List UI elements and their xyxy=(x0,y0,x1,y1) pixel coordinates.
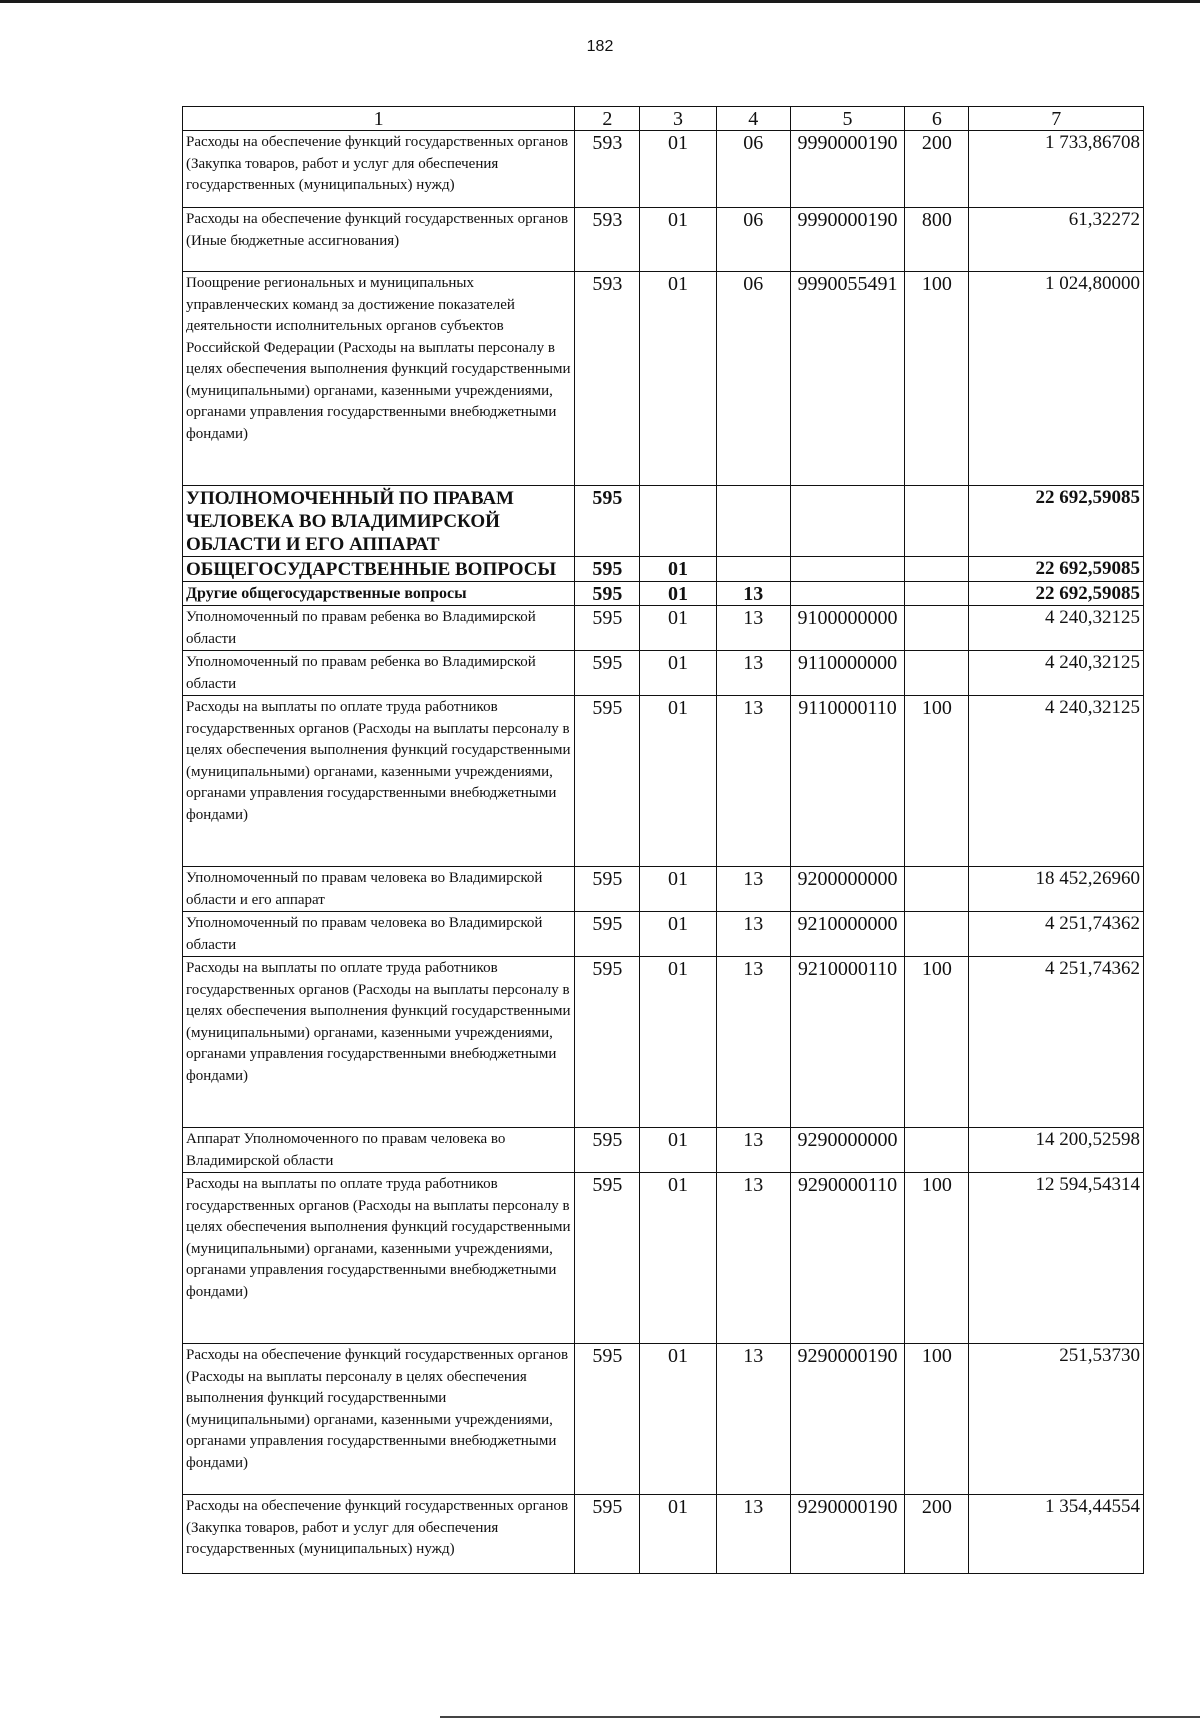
row-rz-cell: 01 xyxy=(640,582,716,606)
row-rz-cell: 01 xyxy=(640,272,716,486)
row-rz-cell: 01 xyxy=(640,131,716,208)
row-sum-cell: 18 452,26960 xyxy=(969,867,1144,912)
row-csr-cell xyxy=(790,486,904,557)
row-pr-cell: 13 xyxy=(716,957,790,1128)
row-vr-cell: 100 xyxy=(905,272,969,486)
row-sum-cell: 251,53730 xyxy=(969,1344,1144,1495)
row-sum-cell: 14 200,52598 xyxy=(969,1128,1144,1173)
row-csr-cell xyxy=(790,582,904,606)
row-ved-cell: 595 xyxy=(575,606,640,651)
row-csr-cell: 9990000190 xyxy=(790,131,904,208)
table-row xyxy=(183,1173,1144,1344)
row-rz-cell: 01 xyxy=(640,1495,716,1574)
column-header: 2 xyxy=(575,107,640,131)
row-vr-cell: 100 xyxy=(905,1173,969,1344)
row-csr-cell xyxy=(790,557,904,582)
row-ved-cell: 593 xyxy=(575,272,640,486)
row-name-cell: Расходы на обеспечение функций государственных органов (Иные бюджетные ассигнования) xyxy=(183,208,575,272)
row-pr-cell: 13 xyxy=(716,912,790,957)
table-row xyxy=(183,867,1144,912)
row-sum-cell: 1 024,80000 xyxy=(969,272,1144,486)
row-csr-cell: 9200000000 xyxy=(790,867,904,912)
column-header: 1 xyxy=(183,107,575,131)
row-sum-cell: 22 692,59085 xyxy=(969,582,1144,606)
table-row xyxy=(183,1344,1144,1495)
row-csr-cell: 9210000110 xyxy=(790,957,904,1128)
row-pr-cell: 13 xyxy=(716,696,790,867)
row-csr-cell: 9290000190 xyxy=(790,1495,904,1574)
row-vr-cell xyxy=(905,557,969,582)
row-name-cell: Расходы на обеспечение функций государственных органов (Закупка товаров, работ и услуг для обеспечения государственных (муниципальных) нужд) xyxy=(183,131,575,208)
row-vr-cell: 100 xyxy=(905,696,969,867)
row-ved-cell: 595 xyxy=(575,1344,640,1495)
row-ved-cell: 595 xyxy=(575,957,640,1128)
row-name-cell: УПОЛНОМОЧЕННЫЙ ПО ПРАВАМ ЧЕЛОВЕКА ВО ВЛАДИМИРСКОЙ ОБЛАСТИ И ЕГО АППАРАТ xyxy=(183,486,575,557)
column-header: 7 xyxy=(969,107,1144,131)
row-rz-cell: 01 xyxy=(640,1344,716,1495)
row-name-cell: Расходы на выплаты по оплате труда работников государственных органов (Расходы на выплаты персоналу в целях обеспечения выполнения функций государственными (муниципальными) органами, казенными учреждениями, органами управления государственными внебюджетными фондами) xyxy=(183,696,575,867)
table-row xyxy=(183,208,1144,272)
row-rz-cell: 01 xyxy=(640,606,716,651)
row-pr-cell: 13 xyxy=(716,582,790,606)
budget-table xyxy=(182,106,1144,1574)
table-header-row xyxy=(183,107,1144,131)
table-row xyxy=(183,486,1144,557)
row-name-cell: Другие общегосударственные вопросы xyxy=(183,582,575,606)
table-row xyxy=(183,912,1144,957)
column-header: 4 xyxy=(716,107,790,131)
row-name-cell: Расходы на обеспечение функций государственных органов (Закупка товаров, работ и услуг для обеспечения государственных (муниципальных) нужд) xyxy=(183,1495,575,1574)
row-name-cell: Расходы на выплаты по оплате труда работников государственных органов (Расходы на выплаты персоналу в целях обеспечения выполнения функций государственными (муниципальными) органами, казенными учреждениями, органами управления государственными внебюджетными фондами) xyxy=(183,957,575,1128)
row-ved-cell: 595 xyxy=(575,1128,640,1173)
row-sum-cell: 1 733,86708 xyxy=(969,131,1144,208)
row-pr-cell: 13 xyxy=(716,1128,790,1173)
row-pr-cell: 06 xyxy=(716,208,790,272)
row-rz-cell: 01 xyxy=(640,957,716,1128)
table-row xyxy=(183,651,1144,696)
row-sum-cell: 22 692,59085 xyxy=(969,486,1144,557)
column-header: 6 xyxy=(905,107,969,131)
row-ved-cell: 595 xyxy=(575,486,640,557)
row-pr-cell: 13 xyxy=(716,651,790,696)
row-rz-cell: 01 xyxy=(640,1128,716,1173)
row-sum-cell: 4 251,74362 xyxy=(969,957,1144,1128)
row-sum-cell: 61,32272 xyxy=(969,208,1144,272)
row-name-cell: Уполномоченный по правам ребенка во Владимирской области xyxy=(183,606,575,651)
row-rz-cell: 01 xyxy=(640,912,716,957)
table-row xyxy=(183,1495,1144,1574)
row-name-cell: ОБЩЕГОСУДАРСТВЕННЫЕ ВОПРОСЫ xyxy=(183,557,575,582)
row-vr-cell xyxy=(905,867,969,912)
table-row xyxy=(183,696,1144,867)
row-csr-cell: 9110000110 xyxy=(790,696,904,867)
row-name-cell: Уполномоченный по правам человека во Владимирской области xyxy=(183,912,575,957)
scan-edge-bottom xyxy=(440,1716,1200,1718)
row-ved-cell: 595 xyxy=(575,651,640,696)
table-row xyxy=(183,131,1144,208)
scan-edge-top xyxy=(0,0,1200,3)
row-csr-cell: 9290000000 xyxy=(790,1128,904,1173)
row-pr-cell: 13 xyxy=(716,1173,790,1344)
row-sum-cell: 4 240,32125 xyxy=(969,651,1144,696)
row-vr-cell: 200 xyxy=(905,1495,969,1574)
column-header: 5 xyxy=(790,107,904,131)
row-ved-cell: 593 xyxy=(575,131,640,208)
row-vr-cell xyxy=(905,486,969,557)
row-rz-cell: 01 xyxy=(640,1173,716,1344)
row-csr-cell: 9110000000 xyxy=(790,651,904,696)
row-name-cell: Уполномоченный по правам человека во Владимирской области и его аппарат xyxy=(183,867,575,912)
table-row xyxy=(183,272,1144,486)
row-vr-cell: 100 xyxy=(905,1344,969,1495)
row-rz-cell: 01 xyxy=(640,208,716,272)
row-ved-cell: 593 xyxy=(575,208,640,272)
row-csr-cell: 9100000000 xyxy=(790,606,904,651)
row-sum-cell: 12 594,54314 xyxy=(969,1173,1144,1344)
row-ved-cell: 595 xyxy=(575,1495,640,1574)
row-csr-cell: 9990055491 xyxy=(790,272,904,486)
row-pr-cell: 13 xyxy=(716,606,790,651)
row-csr-cell: 9290000190 xyxy=(790,1344,904,1495)
page-number: 182 xyxy=(586,38,614,55)
row-sum-cell: 4 240,32125 xyxy=(969,696,1144,867)
row-sum-cell: 1 354,44554 xyxy=(969,1495,1144,1574)
table-row xyxy=(183,606,1144,651)
row-pr-cell xyxy=(716,557,790,582)
row-csr-cell: 9210000000 xyxy=(790,912,904,957)
row-pr-cell: 13 xyxy=(716,1344,790,1495)
row-vr-cell xyxy=(905,912,969,957)
row-rz-cell xyxy=(640,486,716,557)
row-ved-cell: 595 xyxy=(575,557,640,582)
row-vr-cell: 200 xyxy=(905,131,969,208)
row-vr-cell: 800 xyxy=(905,208,969,272)
row-pr-cell: 13 xyxy=(716,867,790,912)
row-csr-cell: 9290000110 xyxy=(790,1173,904,1344)
row-pr-cell: 13 xyxy=(716,1495,790,1574)
row-vr-cell xyxy=(905,582,969,606)
row-rz-cell: 01 xyxy=(640,696,716,867)
row-name-cell: Уполномоченный по правам ребенка во Владимирской области xyxy=(183,651,575,696)
row-vr-cell xyxy=(905,651,969,696)
row-csr-cell: 9990000190 xyxy=(790,208,904,272)
row-ved-cell: 595 xyxy=(575,867,640,912)
row-rz-cell: 01 xyxy=(640,867,716,912)
row-pr-cell xyxy=(716,486,790,557)
row-sum-cell: 22 692,59085 xyxy=(969,557,1144,582)
row-vr-cell xyxy=(905,606,969,651)
table-row xyxy=(183,1128,1144,1173)
row-ved-cell: 595 xyxy=(575,1173,640,1344)
row-name-cell: Расходы на обеспечение функций государственных органов (Расходы на выплаты персоналу в целях обеспечения выполнения функций государственными (муниципальными) органами, казенными учреждениями, органами управления государственными внебюджетными фондами) xyxy=(183,1344,575,1495)
table-row xyxy=(183,957,1144,1128)
row-rz-cell: 01 xyxy=(640,651,716,696)
row-name-cell: Поощрение региональных и муниципальных управленческих команд за достижение показателей деятельности исполнительных органов субъектов Российской Федерации (Расходы на выплаты персоналу в целях обеспечения выполнения функций государственными (муниципальными) органами, казенными учреждениями, органами управления государственными внебюджетными фондами) xyxy=(183,272,575,486)
row-vr-cell: 100 xyxy=(905,957,969,1128)
row-name-cell: Расходы на выплаты по оплате труда работников государственных органов (Расходы на выплаты персоналу в целях обеспечения выполнения функций государственными (муниципальными) органами, казенными учреждениями, органами управления государственными внебюджетными фондами) xyxy=(183,1173,575,1344)
row-vr-cell xyxy=(905,1128,969,1173)
row-ved-cell: 595 xyxy=(575,696,640,867)
row-pr-cell: 06 xyxy=(716,131,790,208)
column-header: 3 xyxy=(640,107,716,131)
table-row xyxy=(183,557,1144,582)
table-row xyxy=(183,582,1144,606)
row-rz-cell: 01 xyxy=(640,557,716,582)
row-sum-cell: 4 240,32125 xyxy=(969,606,1144,651)
row-ved-cell: 595 xyxy=(575,912,640,957)
row-pr-cell: 06 xyxy=(716,272,790,486)
row-sum-cell: 4 251,74362 xyxy=(969,912,1144,957)
row-ved-cell: 595 xyxy=(575,582,640,606)
row-name-cell: Аппарат Уполномоченного по правам человека во Владимирской области xyxy=(183,1128,575,1173)
